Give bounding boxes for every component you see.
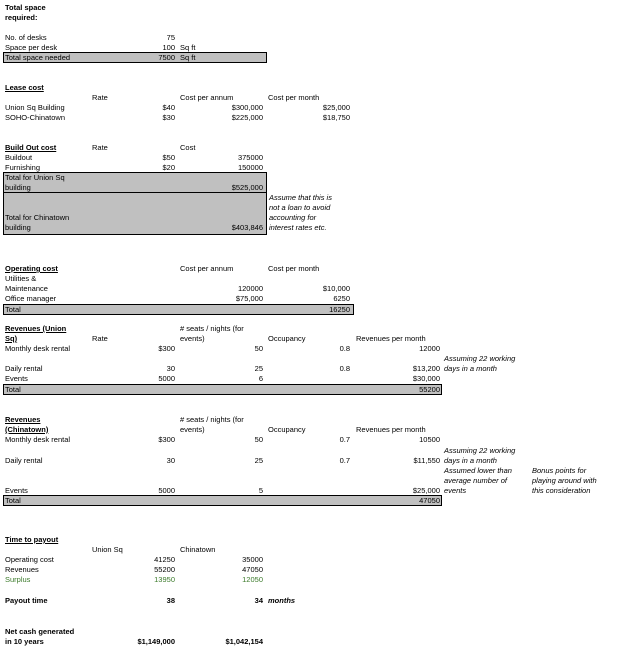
total-china-line1: Total for Chinatown	[5, 213, 70, 222]
net-title-line1: Net cash generated	[5, 627, 75, 636]
buildout-note-line1: Assume that this is	[269, 193, 332, 202]
rev-china-title-line1: Revenues	[5, 415, 41, 424]
rev-china-total-box	[3, 495, 442, 506]
rev-union-col-rate: Rate	[92, 334, 108, 343]
lease-title: Lease cost	[5, 83, 44, 92]
net-china: $1,042,154	[225, 637, 263, 646]
buildout-row-cost: 375000	[237, 153, 263, 162]
payout-op-china: 35000	[242, 555, 263, 564]
payout-rev-china: 47050	[242, 565, 263, 574]
payout-op-label: Operating cost	[5, 555, 54, 564]
rev-china-events-rate: 5000	[158, 486, 175, 495]
space-title-line1: Total space	[5, 3, 46, 12]
lease-row-label: SOHO-Chinatown	[5, 113, 66, 122]
rev-china-total-label: Total	[5, 496, 21, 505]
manager-label: Office manager	[5, 294, 57, 303]
total-union-line1: Total for Union Sq	[5, 173, 65, 182]
rev-union-daily-label: Daily rental	[5, 364, 43, 373]
utilities-line1: Utilities &	[5, 274, 37, 283]
bonus-note-line1: Bonus points for	[532, 466, 587, 475]
payout-rev-label: Revenues	[5, 565, 39, 574]
rev-china-col-revenue: Revenues per month	[356, 425, 426, 434]
desks-label: No. of desks	[5, 33, 47, 42]
rev-china-monthly-label: Monthly desk rental	[5, 435, 71, 444]
net-title-line2: in 10 years	[5, 637, 44, 646]
rev-china-monthly-seats: 50	[254, 435, 263, 444]
rev-china-events-label: Events	[5, 486, 28, 495]
payout-col-china: Chinatown	[180, 545, 216, 554]
lease-row-month: $18,750	[322, 113, 350, 122]
rev-union-col-revenue: Revenues per month	[356, 334, 426, 343]
rev-union-total-box	[3, 384, 442, 395]
desks-value: 75	[166, 33, 175, 42]
rev-union-col-seats-line2: events)	[180, 334, 205, 343]
buildout-col-rate: Rate	[92, 143, 108, 152]
per-desk-unit: Sq ft	[180, 43, 196, 52]
payout-rev-union: 55200	[154, 565, 175, 574]
buildout-row-cost: 150000	[237, 163, 263, 172]
rev-union-title-line1: Revenues (Union	[5, 324, 67, 333]
rev-china-daily-occ: 0.7	[339, 456, 350, 465]
buildout-title: Build Out cost	[5, 143, 57, 152]
per-desk-label: Space per desk	[5, 43, 58, 52]
total-union-value: $525,000	[231, 183, 263, 192]
rev-china-daily-seats: 25	[254, 456, 263, 465]
total-union-line2: building	[5, 183, 31, 192]
rev-union-daily-note-line1: Assuming 22 working	[444, 354, 516, 363]
rev-union-monthly-seats: 50	[254, 344, 263, 353]
rev-china-col-seats-line1: # seats / nights (for	[180, 415, 244, 424]
rev-china-events-note-line3: events	[444, 486, 467, 495]
rev-union-monthly-occ: 0.8	[339, 344, 350, 353]
buildout-note-line4: interest rates etc.	[269, 223, 327, 232]
lease-row-label: Union Sq Building	[5, 103, 65, 112]
bonus-note-line2: playing around with	[532, 476, 597, 485]
buildout-totals-divider	[3, 192, 267, 193]
rev-union-events-label: Events	[5, 374, 28, 383]
rev-china-daily-label: Daily rental	[5, 456, 43, 465]
rev-union-daily-seats: 25	[254, 364, 263, 373]
total-china-line2: building	[5, 223, 31, 232]
payout-surplus-union: 13950	[154, 575, 175, 584]
bonus-note-line3: this consideration	[532, 486, 591, 495]
lease-row-rate: $40	[162, 103, 175, 112]
rev-union-daily-rate: 30	[166, 364, 175, 373]
lease-row-month: $25,000	[322, 103, 350, 112]
rev-china-title-line2: (Chinatown)	[5, 425, 49, 434]
lease-col-month: Cost per month	[268, 93, 320, 102]
operating-col-annum: Cost per annum	[180, 264, 234, 273]
rev-china-monthly-occ: 0.7	[339, 435, 350, 444]
rev-union-monthly-label: Monthly desk rental	[5, 344, 71, 353]
lease-col-rate: Rate	[92, 93, 108, 102]
manager-annum: $75,000	[235, 294, 263, 303]
utilities-annum: 120000	[237, 284, 263, 293]
payout-time-china: 34	[254, 596, 263, 605]
buildout-row-label: Furnishing	[5, 163, 41, 172]
rev-union-events-seats: 6	[258, 374, 263, 383]
rev-union-title-line2: Sq)	[5, 334, 18, 343]
payout-time-label: Payout time	[5, 596, 48, 605]
space-title-line2: required:	[5, 13, 38, 22]
payout-surplus-china: 12050	[242, 575, 263, 584]
total-space-value: 7500	[158, 53, 175, 62]
rev-china-events-note-line2: average number of	[444, 476, 507, 485]
lease-row-annum: $300,000	[231, 103, 263, 112]
rev-china-events-seats: 5	[258, 486, 263, 495]
rev-china-total-value: 47050	[419, 496, 440, 505]
per-desk-value: 100	[162, 43, 175, 52]
rev-china-monthly-rev: 10500	[419, 435, 440, 444]
payout-op-union: 41250	[154, 555, 175, 564]
operating-total-value: 16250	[329, 305, 350, 314]
lease-row-annum: $225,000	[231, 113, 263, 122]
rev-union-total-label: Total	[5, 385, 21, 394]
operating-total-label: Total	[5, 305, 21, 314]
rev-union-daily-rev: $13,200	[412, 364, 440, 373]
lease-row-rate: $30	[162, 113, 175, 122]
rev-china-daily-rate: 30	[166, 456, 175, 465]
operating-title: Operating cost	[5, 264, 58, 273]
payout-col-union: Union Sq	[92, 545, 123, 554]
net-union: $1,149,000	[137, 637, 175, 646]
rev-china-events-rev: $25,000	[412, 486, 440, 495]
payout-time-unit: months	[268, 596, 296, 605]
operating-col-month: Cost per month	[268, 264, 320, 273]
total-china-value: $403,846	[231, 223, 263, 232]
utilities-month: $10,000	[322, 284, 350, 293]
rev-union-events-rev: $30,000	[412, 374, 440, 383]
rev-china-col-seats-line2: events)	[180, 425, 205, 434]
rev-union-daily-occ: 0.8	[339, 364, 350, 373]
buildout-note-line3: accounting for	[269, 213, 317, 222]
buildout-row-rate: $50	[162, 153, 175, 162]
buildout-col-cost: Cost	[180, 143, 196, 152]
rev-union-monthly-rev: 12000	[419, 344, 440, 353]
rev-union-col-occupancy: Occupancy	[268, 334, 306, 343]
utilities-line2: Maintenance	[5, 284, 48, 293]
rev-china-monthly-rate: $300	[158, 435, 175, 444]
buildout-note-line2: not a loan to avoid	[269, 203, 331, 212]
payout-surplus-label: Surplus	[5, 575, 31, 584]
rev-union-total-value: 55200	[419, 385, 440, 394]
total-space-label: Total space needed	[5, 53, 71, 62]
buildout-row-label: Buildout	[5, 153, 33, 162]
rev-china-events-note-line1: Assumed lower than	[444, 466, 512, 475]
rev-china-daily-note-line2: days in a month	[444, 456, 497, 465]
rev-union-daily-note-line2: days in a month	[444, 364, 497, 373]
lease-col-annum: Cost per annum	[180, 93, 234, 102]
payout-time-union: 38	[166, 596, 175, 605]
rev-china-daily-rev: $11,550	[413, 456, 440, 465]
total-space-unit: Sq ft	[180, 53, 196, 62]
rev-china-daily-note-line1: Assuming 22 working	[444, 446, 516, 455]
rev-union-events-rate: 5000	[158, 374, 175, 383]
buildout-row-rate: $20	[162, 163, 175, 172]
rev-union-col-seats-line1: # seats / nights (for	[180, 324, 244, 333]
rev-china-col-occupancy: Occupancy	[268, 425, 306, 434]
manager-month: 6250	[333, 294, 350, 303]
rev-union-monthly-rate: $300	[158, 344, 175, 353]
payout-title: Time to payout	[5, 535, 59, 544]
